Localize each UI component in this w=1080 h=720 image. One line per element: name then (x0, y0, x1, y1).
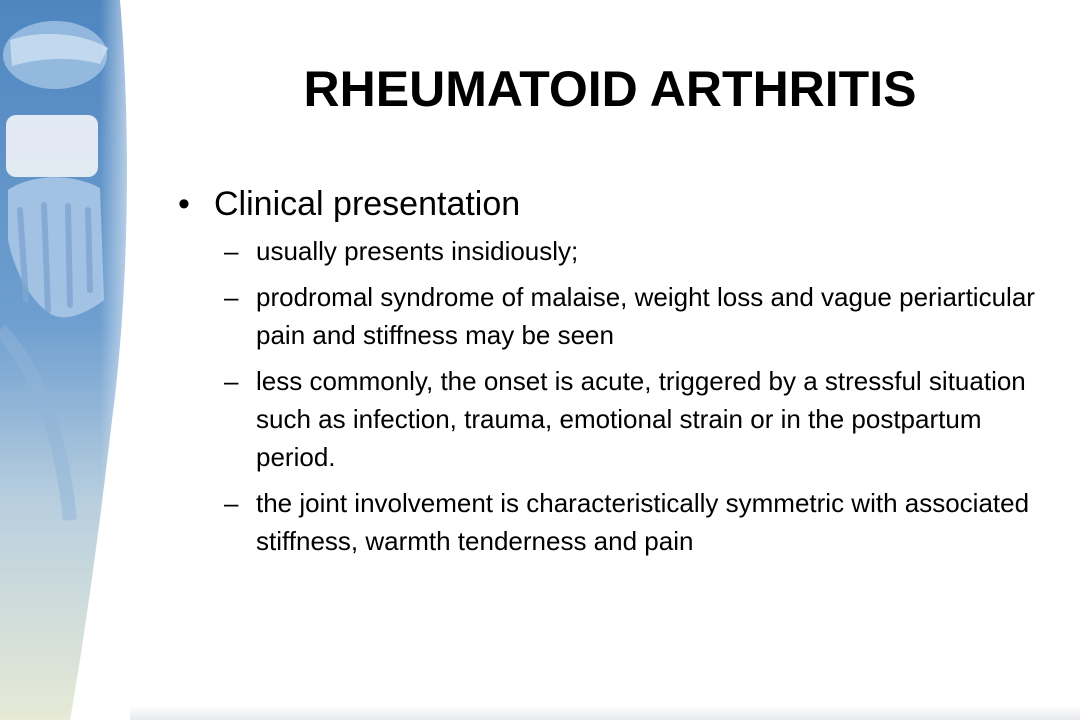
dash-marker: – (224, 488, 239, 518)
slide-title: RHEUMATOID ARTHRITIS (303, 61, 917, 117)
sub-point-text: less commonly, the onset is acute, triggered by a stressful situation such as infection, trauma, emotional strain or in the postpartum period. (256, 366, 1026, 472)
dash-marker: – (224, 366, 239, 396)
dash-marker: – (224, 282, 239, 312)
sub-point (224, 278, 1038, 354)
sub-point-text: the joint involvement is characteristically symmetric with associated stiffness, warmth tenderness and pain (256, 488, 1030, 556)
bullet-item (178, 182, 1038, 226)
sub-point (224, 484, 1038, 560)
bottom-decoration-strip (130, 706, 1080, 720)
hands-photo-band (0, 0, 150, 720)
bullet-marker: • (178, 185, 190, 223)
hands-photo-image (0, 0, 150, 720)
sub-point-text: prodromal syndrome of malaise, weight loss and vague periarticular pain and stiffness may be seen (256, 282, 1035, 350)
dash-marker: – (224, 236, 239, 266)
sub-point (224, 362, 1038, 476)
sub-point-text: usually presents insidiously; (256, 236, 579, 266)
bullet-heading: Clinical presentation (214, 185, 521, 223)
slide-body (178, 182, 1038, 568)
sub-point (224, 232, 1038, 270)
